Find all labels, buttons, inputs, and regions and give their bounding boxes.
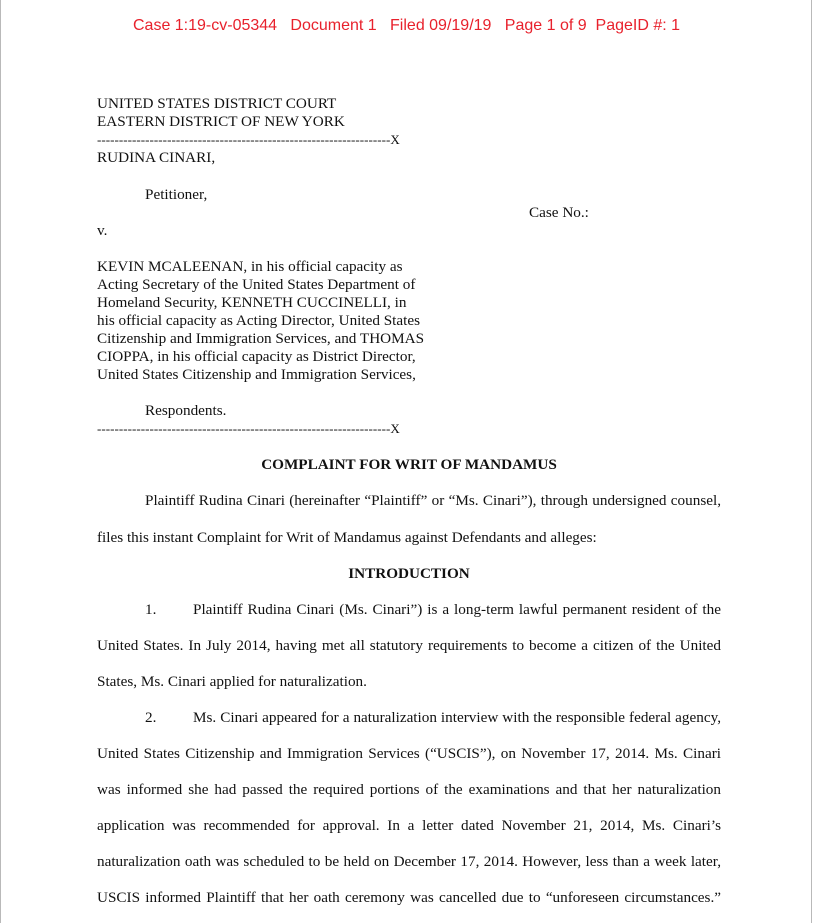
paragraph-number: 2. bbox=[145, 709, 157, 726]
respondents-line: Homeland Security, KENNETH CUCCINELLI, in bbox=[97, 294, 407, 311]
petitioner-role: Petitioner, bbox=[145, 186, 208, 203]
respondents-line: his official capacity as Acting Director, United States bbox=[97, 312, 421, 329]
respondents-line: United States Citizenship and Immigration Services, bbox=[97, 366, 416, 383]
paragraph-line: was informed she had passed the required portions of the examinations and that her naturalization bbox=[97, 781, 721, 798]
header-document: Document 1 bbox=[290, 17, 377, 34]
paragraph-line: United States. In July 2014, having met all statutory requirements to become a citizen of the United bbox=[97, 637, 721, 654]
intro-paragraph-line2: files this instant Complaint for Writ of Mandamus against Defendants and alleges: bbox=[97, 529, 597, 546]
header-page: Page 1 of 9 bbox=[504, 17, 587, 34]
document-title: COMPLAINT FOR WRIT OF MANDAMUS bbox=[261, 456, 557, 473]
paragraph-line: naturalization oath was scheduled to be held on December 17, 2014. However, less than a week later, bbox=[97, 853, 721, 870]
versus: v. bbox=[97, 222, 108, 239]
paragraph-number: 1. bbox=[145, 601, 157, 618]
respondents-line: CIOPPA, in his official capacity as District Director, bbox=[97, 348, 416, 365]
court-name-line2: EASTERN DISTRICT OF NEW YORK bbox=[97, 113, 345, 130]
filing-header bbox=[0, 17, 813, 35]
header-filed-date: Filed 09/19/19 bbox=[390, 17, 492, 34]
caption-separator-bottom: -------------------------------------------------------------------X bbox=[97, 421, 400, 436]
section-heading-introduction: INTRODUCTION bbox=[348, 565, 470, 582]
respondents-line: Citizenship and Immigration Services, and THOMAS bbox=[97, 330, 425, 347]
respondents-line: Acting Secretary of the United States Department of bbox=[97, 276, 416, 293]
paragraph-line: Ms. Cinari appeared for a naturalization interview with the responsible federal agency, bbox=[193, 709, 721, 726]
respondents-role: Respondents. bbox=[145, 402, 227, 419]
paragraph-line: United States Citizenship and Immigration Services (“USCIS”), on November 17, 2014. Ms. Cinari bbox=[97, 745, 721, 762]
header-pageid: PageID #: 1 bbox=[595, 17, 681, 34]
respondents-line: KEVIN MCALEENAN, in his official capacity as bbox=[97, 258, 403, 275]
petitioner-name: RUDINA CINARI, bbox=[97, 149, 216, 166]
header-case-number: Case 1:19-cv-05344 bbox=[132, 17, 278, 34]
paragraph-line: States, Ms. Cinari applied for naturalization. bbox=[97, 673, 367, 690]
paragraph-line: application was recommended for approval. In a letter dated November 21, 2014, Ms. Cinari’s bbox=[97, 817, 721, 834]
case-number-label: Case No.: bbox=[529, 204, 589, 221]
paragraph-line: Plaintiff Rudina Cinari (Ms. Cinari”) is a long-term lawful permanent resident of the bbox=[193, 601, 721, 618]
court-name-line1: UNITED STATES DISTRICT COURT bbox=[97, 95, 337, 112]
paragraph-line: USCIS informed Plaintiff that her oath ceremony was cancelled due to “unforeseen circumstances.” bbox=[97, 889, 721, 906]
intro-paragraph-line1: Plaintiff Rudina Cinari (hereinafter “Plaintiff” or “Ms. Cinari”), through undersigned counsel, bbox=[145, 492, 721, 509]
caption-separator-top: -------------------------------------------------------------------X bbox=[97, 132, 400, 147]
